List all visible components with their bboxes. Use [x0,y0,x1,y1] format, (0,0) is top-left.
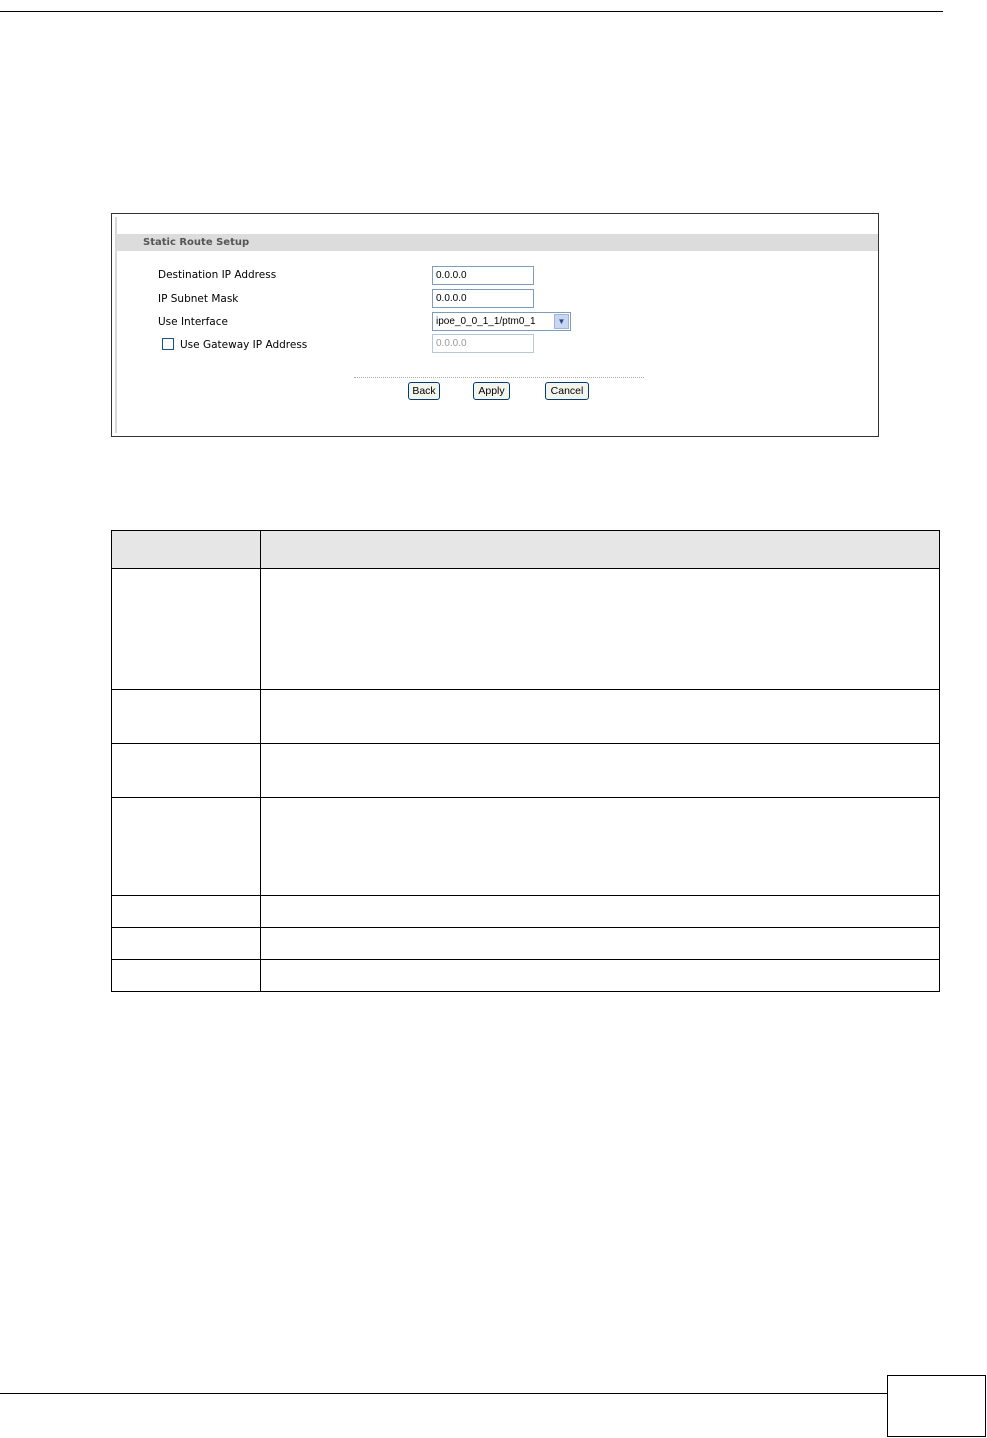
chevron-down-icon[interactable]: ▼ [554,314,569,329]
table-header-cell [112,531,261,569]
header-rule [0,11,943,12]
table-cell [112,690,261,744]
table-header-row [112,531,940,569]
panel-title-bar [117,234,878,251]
table-row [112,960,940,992]
back-button[interactable]: Back [408,382,440,400]
table-row [112,569,940,690]
table-cell [261,798,940,896]
gateway-ip-input[interactable]: 0.0.0.0 [432,334,534,353]
table-row [112,896,940,928]
static-route-setup-screenshot [111,213,879,437]
use-interface-label: Use Interface [158,316,228,328]
table-cell [112,960,261,992]
panel-title: Static Route Setup [143,237,250,248]
table-cell [112,798,261,896]
subnet-mask-label: IP Subnet Mask [158,293,239,305]
use-interface-select[interactable] [432,312,571,331]
description-table [111,530,940,992]
table-cell [261,744,940,798]
use-interface-value: ipoe_0_0_1_1/ptm0_1 [436,316,536,327]
cancel-button[interactable]: Cancel [545,382,589,400]
subnet-mask-input[interactable]: 0.0.0.0 [432,289,534,308]
table-row [112,690,940,744]
table-cell [112,744,261,798]
table-cell [261,896,940,928]
table-row [112,798,940,896]
table-cell [112,928,261,960]
use-gateway-checkbox[interactable] [162,338,174,350]
destination-ip-label: Destination IP Address [158,269,277,281]
destination-ip-input[interactable]: 0.0.0.0 [432,266,534,285]
page-number-box [887,1375,986,1437]
table-cell [261,960,940,992]
button-divider [354,377,644,378]
use-gateway-label: Use Gateway IP Address [180,339,308,351]
table-cell [261,569,940,690]
table-cell [261,690,940,744]
apply-button[interactable]: Apply [473,382,510,400]
table-cell [112,569,261,690]
table-row [112,928,940,960]
table-cell [112,896,261,928]
table-cell [261,928,940,960]
table-row [112,744,940,798]
footer-rule [0,1393,887,1394]
table-header-cell [261,531,940,569]
